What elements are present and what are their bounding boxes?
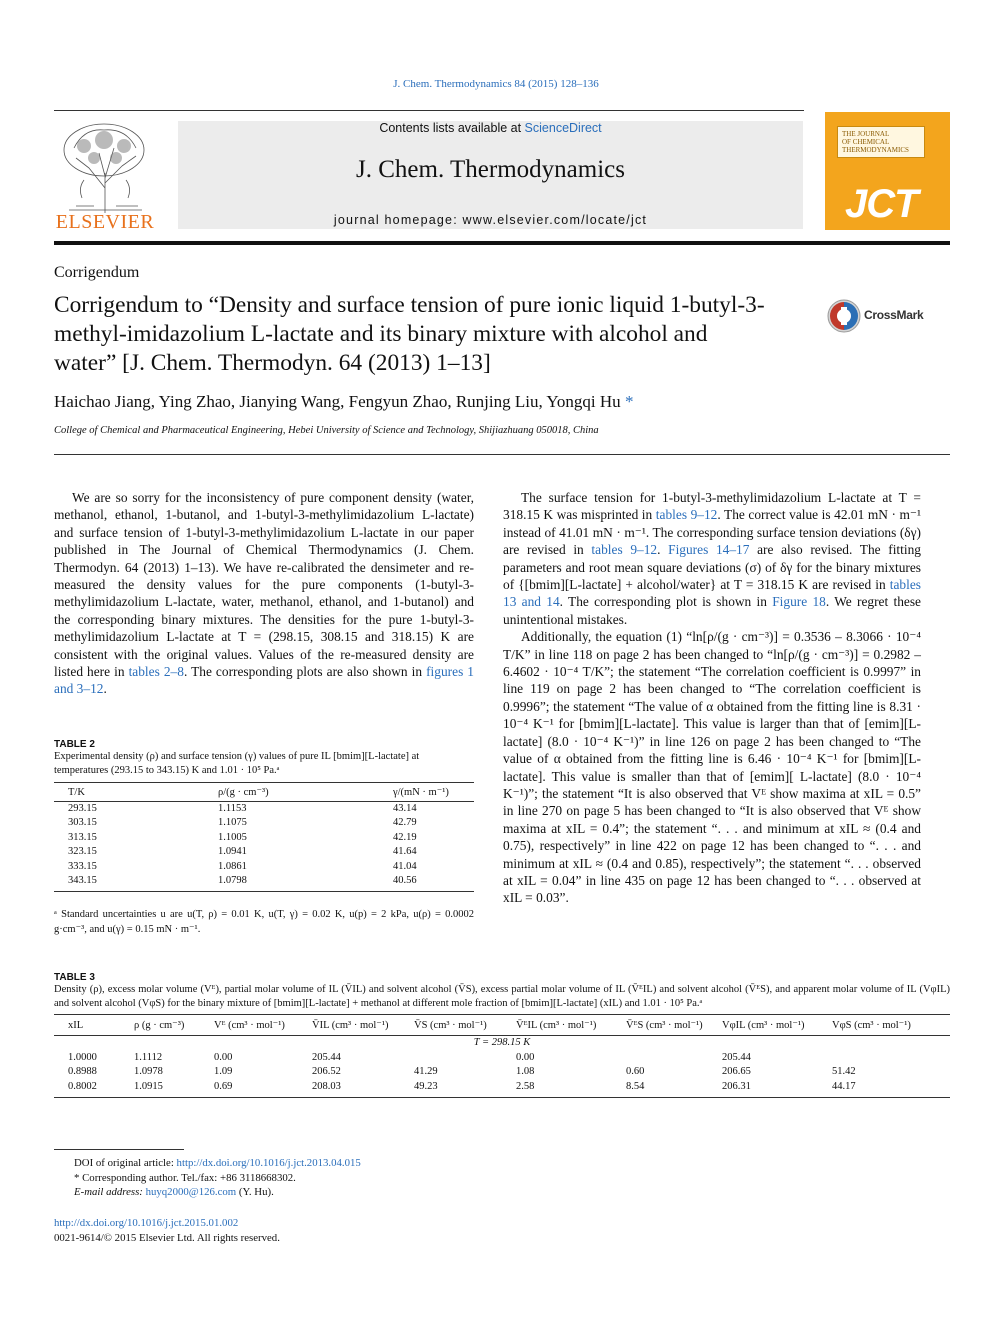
table-cell: 0.00 — [516, 1051, 535, 1063]
crossmark-badge[interactable] — [826, 298, 951, 334]
contents-prefix: Contents lists available at — [379, 121, 525, 135]
surface-tension-paragraph — [503, 489, 921, 628]
table-cell: 1.0000 — [68, 1051, 97, 1063]
table-3 — [54, 972, 950, 1098]
table-header-cell: VφIL (cm³ · mol⁻¹) — [722, 1015, 832, 1036]
table-cell: 42.19 — [393, 831, 417, 843]
table-cell: 206.65 — [722, 1066, 751, 1078]
email-suffix: (Y. Hu). — [236, 1186, 274, 1199]
table-cell: 323.15 — [68, 846, 97, 858]
table-3-caption: Density (ρ), excess molar volume (Vᴱ), partial molar volume of IL (V̄IL) and solvent alcohol (V̄S), excess partial molar volume of IL (V̄ᴱIL) and solvent alcohol (V̄ᴱS), and apparent molar volume of IL (VφIL) and solvent alcohol (VφS) for the binary mixture of [bmim][L-lactate] + methanol at different mole fraction of [bmim][L-lactate] (xIL) and 1.01 · 10⁵ Pa.ᵃ — [54, 984, 950, 1009]
tables-13-14-link[interactable]: tables 13 and 14 — [503, 577, 921, 610]
table-cell: 0.8002 — [54, 1080, 134, 1098]
affiliation: College of Chemical and Pharmaceutical Engineering, Hebei University of Science and Technology, Shijiazhuang 050018, China — [54, 425, 599, 436]
table-temperature-label: T = 298.15 K — [473, 1037, 531, 1048]
sciencedirect-link[interactable]: ScienceDirect — [524, 121, 602, 135]
authors-text: Haichao Jiang, Ying Zhao, Jianying Wang, Fengyun Zhao, Runjing Liu, Yongqi Hu — [54, 392, 621, 411]
journal-cover — [825, 112, 950, 230]
table-row — [54, 816, 474, 830]
table-cell: 42.79 — [393, 817, 417, 829]
table-header-cell: T/K — [54, 783, 218, 802]
table-cell: 313.15 — [68, 831, 97, 843]
header-thick-rule — [54, 241, 950, 245]
table-header-cell: γ/(mN · m⁻¹) — [393, 783, 474, 802]
author-list — [54, 392, 633, 412]
corresponding-author-note: * Corresponding author. Tel./fax: +86 3118668302. — [74, 1171, 296, 1184]
table-2 — [54, 739, 474, 892]
figures-14-17-link[interactable]: Figures 14–17 — [668, 542, 750, 558]
table-3-label: TABLE 3 — [54, 972, 95, 983]
table-header-cell: ρ/(g · cm⁻³) — [218, 783, 393, 802]
table-header-cell: V̄S (cm³ · mol⁻¹) — [414, 1015, 516, 1036]
table-row — [54, 831, 474, 845]
crossmark-icon — [826, 298, 862, 334]
original-doi-label: DOI of original article: — [74, 1157, 177, 1169]
table-cell: 41.29 — [414, 1066, 438, 1078]
header-rule — [54, 110, 804, 111]
crossmark-label: CrossMark — [864, 308, 924, 322]
table-cell: 1.0915 — [134, 1080, 214, 1098]
table-2-label: TABLE 2 — [54, 739, 95, 750]
paragraph-text: . We regret these unintentional mistakes. — [503, 594, 921, 627]
table-cell: 1.0978 — [134, 1066, 163, 1078]
table-cell: 1.1112 — [134, 1051, 163, 1063]
tables-9-12-link[interactable]: tables 9–12 — [655, 507, 718, 523]
table-header-cell: V̄ᴱIL (cm³ · mol⁻¹) — [516, 1015, 626, 1036]
table-cell: 2.58 — [516, 1080, 626, 1098]
table-cell: 0.60 — [626, 1066, 645, 1078]
original-doi-note — [54, 1156, 361, 1171]
table-cell: 40.56 — [393, 874, 474, 892]
table-2-grid — [54, 782, 474, 892]
original-doi-link[interactable]: http://dx.doi.org/10.1016/j.jct.2013.04.015 — [176, 1157, 361, 1169]
table-cell: 1.0861 — [218, 860, 247, 872]
tables-9-12-link[interactable]: tables 9–12 — [591, 542, 658, 558]
intro-text-2: . The corresponding plots are also shown in — [183, 664, 427, 680]
table-row — [54, 802, 474, 817]
article-section-label: Corrigendum — [54, 264, 140, 281]
email-link[interactable]: huyq2000@126.com — [145, 1186, 237, 1199]
footnotes — [54, 1156, 361, 1200]
cover-line: THE JOURNAL — [842, 130, 890, 138]
table-header-cell: ρ (g · cm⁻³) — [134, 1015, 214, 1036]
table-cell: 41.64 — [393, 846, 417, 858]
header-bottom-rule — [54, 454, 950, 455]
email-note — [54, 1185, 361, 1200]
table-header-row — [54, 783, 474, 802]
table-cell: 1.0941 — [218, 846, 247, 858]
table-temperature-row — [54, 1036, 950, 1051]
journal-homepage[interactable]: journal homepage: www.elsevier.com/locate/jct — [333, 213, 648, 227]
table-cell: 208.03 — [312, 1080, 414, 1098]
corresponding-author-mark[interactable]: * — [624, 392, 634, 411]
cover-line: OF CHEMICAL — [842, 138, 890, 146]
intro-text: We are so sorry for the inconsistency of pure component density (water, methanol, ethanol, 1-butanol, and 1-butyl-3-methylimidazolium L-lactate) and surface tension of 1-butyl-3-methylimidazolium L-lactate in our paper published in The Journal of Chemical Thermodynamics (J. Chem. Thermodyn. 64 (2013) 1–13). We have re-calibrated the densimeter and re-measured the density values for the pure components (1-butyl-3-methylimidazolium L-lactate, water, methanol, ethanol, and 1-butanol) and the corresponding binary mixtures. The densities for the pure 1-butyl-3-methylimidazolium L-lactate at T = (298.15, 308.15 and 318.15) K are consistent with the original values. Values of the re-measured density are listed here in — [54, 490, 474, 680]
table-cell: 1.09 — [214, 1066, 233, 1078]
table-cell: 41.04 — [393, 860, 417, 872]
table-row — [54, 874, 474, 892]
paragraph-text: . The correct value is 42.01 mN · m⁻¹ instead of 41.01 mN · m⁻¹. The corresponding surface tension deviations (δγ) are revised in — [503, 507, 921, 558]
table-header-row — [54, 1015, 950, 1036]
table-header-cell: V̄ᴱS (cm³ · mol⁻¹) — [626, 1015, 722, 1036]
table-header-cell: VφS (cm³ · mol⁻¹) — [832, 1015, 950, 1036]
figures-link[interactable]: figures 1 and 3–12 — [54, 664, 475, 697]
table-cell: 1.1153 — [218, 803, 247, 814]
copyright: 0021-9614/© 2015 Elsevier Ltd. All rights reserved. — [54, 1231, 280, 1244]
table-cell: 0.8988 — [68, 1066, 97, 1078]
table-header-cell: Vᴱ (cm³ · mol⁻¹) — [214, 1015, 312, 1036]
table-cell: 1.1005 — [218, 831, 247, 843]
table-3-grid — [54, 1014, 950, 1098]
table-header-cell: xIL — [54, 1015, 134, 1036]
table-cell: 206.31 — [722, 1080, 832, 1098]
table-cell: 49.23 — [414, 1080, 516, 1098]
elsevier-tree-logo — [54, 118, 156, 218]
table-cell: 343.15 — [54, 874, 218, 892]
contents-line — [178, 121, 803, 135]
table-cell: 1.08 — [516, 1066, 535, 1078]
table-cell: 51.42 — [832, 1066, 856, 1078]
table-cell: 43.14 — [393, 803, 417, 814]
cover-line: THERMODYNAMICS — [842, 146, 909, 154]
table-cell: 333.15 — [68, 860, 97, 872]
email-label: E-mail address: — [74, 1186, 146, 1199]
table-cell — [832, 1051, 950, 1066]
table-cell: 293.15 — [68, 803, 97, 814]
article-title: Corrigendum to “Density and surface tension of pure ionic liquid 1-butyl-3-methyl-imidazolium L-lactate and its binary mixture with alcohol and water” [J. Chem. Thermodyn. 64 (2013) 1–13] — [54, 292, 765, 376]
journal-title: J. Chem. Thermodynamics — [356, 156, 625, 183]
footnote-rule — [54, 1149, 184, 1150]
body-column-left — [54, 489, 474, 698]
table-cell: 1.1075 — [218, 817, 247, 829]
table-row — [54, 860, 474, 874]
table-cell: 206.52 — [312, 1066, 341, 1078]
article-doi-link[interactable]: http://dx.doi.org/10.1016/j.jct.2015.01.002 — [54, 1217, 239, 1229]
elsevier-wordmark: ELSEVIER — [55, 211, 155, 233]
table-cell: 0.69 — [214, 1080, 312, 1098]
intro-text-end: . — [103, 681, 107, 697]
table-row — [54, 1051, 950, 1066]
figure-18-link[interactable]: Figure 18 — [772, 594, 826, 610]
table-cell: 0.00 — [214, 1051, 233, 1063]
paragraph-text: . The corresponding plot is shown in — [559, 594, 773, 610]
table-2-footnote: ᵃ Standard uncertainties u are u(T, ρ) = 0.01 K, u(T, γ) = 0.02 K, u(p) = 2 kPa, u(ρ) = 0.0002 g·cm⁻³, and u(γ) = 0.15 mN · m⁻¹. — [54, 909, 474, 935]
corrections-paragraph: Additionally, the equation (1) “ln[ρ/(g · cm⁻³)] = 0.3536 – 8.3066 · 10⁻⁴ T/K” in line 118 on page 2 has been changed to “ln[ρ/(g · cm⁻³)] = 0.2982 – 6.4602 · 10⁻⁴ T/K”; the statement “The correlation coefficient is 0.9997” in line 119 on page 2 has been changed to “The correlation coefficient is 0.9996”; the statement “The value of α obtained from the fitting line is 8.31 · 10⁻⁴ K⁻¹ for [bmim][L-lactate]. This value is larger than that of [emim][L-lactate] (8.0 · 10⁻⁴ K⁻¹)” in line 126 on page 2 has been changed to “The value of α obtained from the fitting line is 6.46 · 10⁻⁴ K⁻¹ for [bmim][L-lactate]. This value is smaller than that of [emim][ L-lactate] (8.0 · 10⁻⁴ K⁻¹)”; the statement “It is also observed that Vᴱ show maxima at xIL = 0.5” in line 270 on page 5 has been changed to “It is also observed that Vᴱ show maxima at xIL = 0.4”; the statement “. . . and minimum at xIL ≈ (0.4 and 0.75), respectively” in line 422 on page 12 has been changed to “. . . and minimum at xIL ≈ (0.4 and 0.85), respectively”; the statement “. . . observed at xIL = 0.04” in line 435 on page 12 has been changed to “. . . observed at xIL = 0.03”. — [503, 629, 921, 906]
table-cell: 8.54 — [626, 1080, 722, 1098]
intro-paragraph — [54, 489, 474, 698]
cover-title-box — [837, 126, 925, 158]
table-cell — [626, 1051, 722, 1066]
article-doi-block — [54, 1216, 280, 1245]
table-cell: 44.17 — [832, 1080, 950, 1098]
table-cell — [414, 1051, 516, 1066]
paragraph-text: are also revised. The fitting parameters and root mean square deviations (σ) of δγ for the binary mixtures of {[bmim][L-lactate] + alcohol/water} at T = 318.15 K are revised in — [503, 542, 921, 593]
cover-jct-logo: JCT — [845, 182, 918, 226]
table-row — [54, 1065, 950, 1080]
table-row — [54, 845, 474, 859]
tables-2-8-link[interactable]: tables 2–8 — [128, 664, 184, 680]
table-cell: 1.0798 — [218, 874, 393, 892]
table-cell: 205.44 — [722, 1051, 751, 1063]
table-row — [54, 1080, 950, 1098]
table-header-cell: V̄IL (cm³ · mol⁻¹) — [312, 1015, 414, 1036]
body-column-right — [503, 489, 921, 907]
paragraph-text: The surface tension for 1-butyl-3-methylimidazolium L-lactate at T = 318.15 K was misprinted in — [503, 490, 921, 523]
table-cell: 303.15 — [68, 817, 97, 829]
table-cell: 205.44 — [312, 1051, 341, 1063]
journal-citation[interactable]: J. Chem. Thermodynamics 84 (2015) 128–136 — [393, 78, 599, 90]
table-2-caption: Experimental density (ρ) and surface tension (γ) values of pure IL [bmim][L-lactate] at temperatures (293.15 to 343.15) K and 1.01 · 10⁵ Pa.ᵃ — [54, 751, 420, 776]
paragraph-text: . — [657, 542, 669, 558]
